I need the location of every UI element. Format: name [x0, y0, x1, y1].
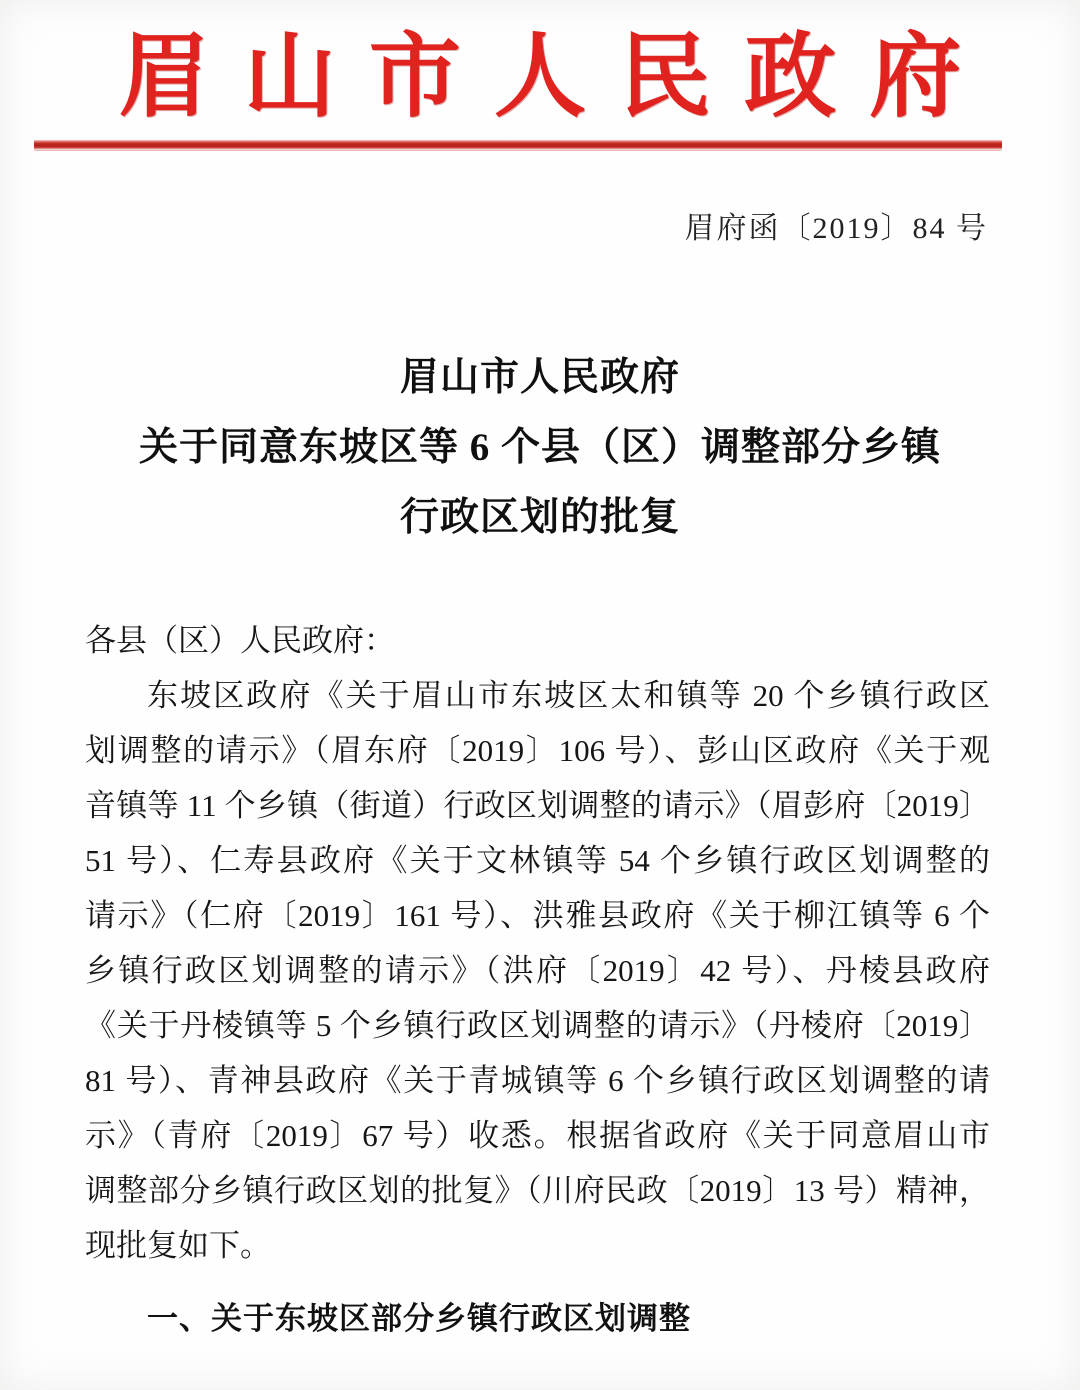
body-line: 请示》（仁府〔2019〕161 号）、洪雅县政府《关于柳江镇等 6 个	[85, 898, 990, 934]
body-line: 51 号）、仁寿县政府《关于文林镇等 54 个乡镇行政区划调整的	[85, 843, 990, 879]
red-divider-line	[34, 140, 1002, 151]
section-heading: 一、关于东坡区部分乡镇行政区划调整	[147, 1301, 691, 1337]
body-line: 东坡区政府《关于眉山市东坡区太和镇等 20 个乡镇行政区	[147, 678, 990, 714]
document-title	[0, 343, 1080, 553]
body-line: 81 号）、青神县政府《关于青城镇等 6 个乡镇行政区划调整的请	[85, 1063, 990, 1099]
body-line: 《关于丹棱镇等 5 个乡镇行政区划调整的请示》（丹棱府〔2019〕	[85, 1008, 990, 1044]
body-line: 调整部分乡镇行政区划的批复》（川府民政〔2019〕13 号）精神，	[85, 1173, 990, 1209]
body-line: 乡镇行政区划调整的请示》（洪府〔2019〕42 号）、丹棱县政府	[85, 953, 990, 989]
body-line: 音镇等 11 个乡镇（街道）行政区划调整的请示》（眉彭府〔2019〕	[85, 788, 990, 824]
body-line: 示》（青府〔2019〕67 号）收悉。根据省政府《关于同意眉山市	[85, 1118, 990, 1154]
document-body	[85, 613, 990, 1346]
title-line-2: 关于同意东坡区等 6 个县（区）调整部分乡镇	[138, 426, 941, 470]
body-line: 划调整的请示》（眉东府〔2019〕106 号）、彭山区政府《关于观	[85, 733, 990, 769]
government-masthead: 眉山市人民政府	[118, 26, 995, 128]
salutation: 各县（区）人民政府：	[85, 623, 395, 659]
body-line: 现批复如下。	[85, 1228, 271, 1264]
title-line-1: 眉山市人民政府	[399, 356, 680, 400]
document-number: 眉府函〔2019〕84 号	[684, 212, 988, 246]
title-line-3: 行政区划的批复	[399, 496, 680, 540]
